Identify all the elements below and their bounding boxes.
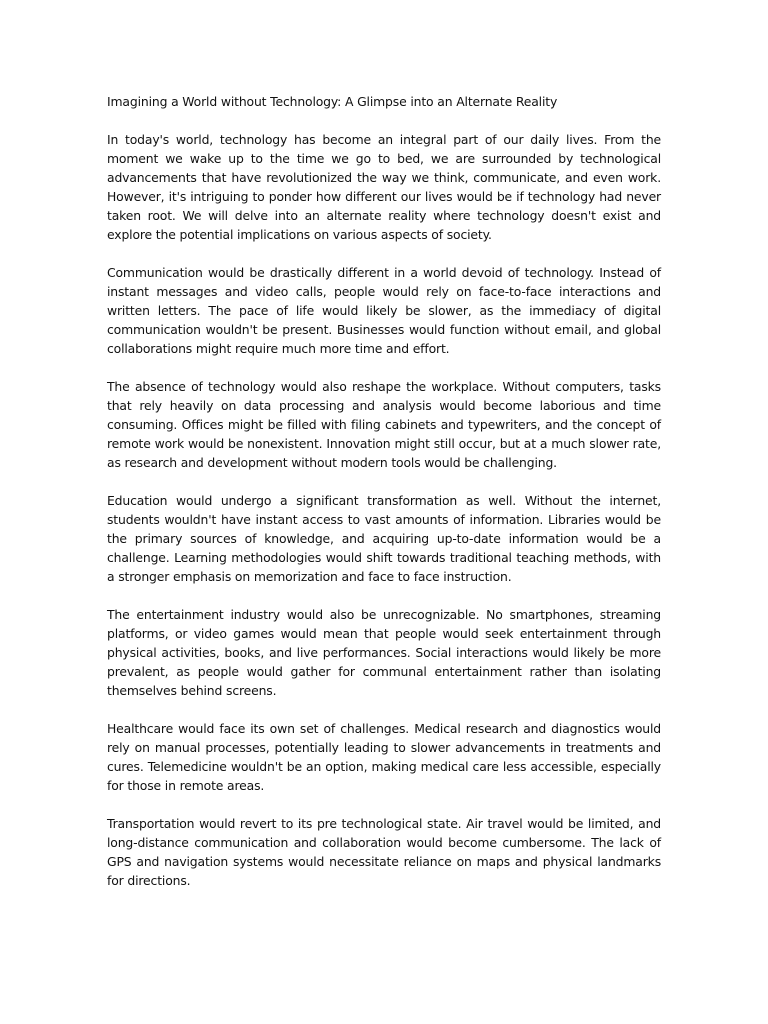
paragraph-communication: Communication would be drastically different in a world devoid of technology. Instead of instant messages and video calls, people would rely on face-to-face interactions and written letters. The pace of life would likely be slower, as the immediacy of digital communication wouldn't be present. Businesses would function without email, and global collaborations might require much more time and effort. — [107, 265, 661, 356]
paragraph-introduction: In today's world, technology has become an integral part of our daily lives. From the moment we wake up to the time we go to bed, we are surrounded by technological advancements that have revolutionized the way we think, communicate, and even work. However, it's intriguing to ponder how different our lives would be if technology had never taken root. We will delve into an alternate reality where technology doesn't exist and explore the potential implications on various aspects of society. — [107, 132, 661, 242]
document-title: Imagining a World without Technology: A Glimpse into an Alternate Reality — [107, 94, 558, 109]
document-page — [107, 92, 661, 909]
paragraph-education: Education would undergo a significant transformation as well. Without the internet, students wouldn't have instant access to vast amounts of information. Libraries would be the primary sources of knowledge, and acquiring up-to-date information would be a challenge. Learning methodologies would shift towards traditional teaching methods, with a stronger emphasis on memorization and face to face instruction. — [107, 493, 661, 584]
paragraph-healthcare: Healthcare would face its own set of challenges. Medical research and diagnostics would rely on manual processes, potentially leading to slower advancements in treatments and cures. Telemedicine wouldn't be an option, making medical care less accessible, especially for those in remote areas. — [107, 721, 661, 793]
paragraph-entertainment: The entertainment industry would also be unrecognizable. No smartphones, streaming platforms, or video games would mean that people would seek entertainment through physical activities, books, and live performances. Social interactions would likely be more prevalent, as people would gather for communal entertainment rather than isolating themselves behind screens. — [107, 607, 661, 698]
paragraph-transportation: Transportation would revert to its pre technological state. Air travel would be limited, and long-distance communication and collaboration would become cumbersome. The lack of GPS and navigation systems would necessitate reliance on maps and physical landmarks for directions. — [107, 816, 661, 888]
paragraph-workplace: The absence of technology would also reshape the workplace. Without computers, tasks that rely heavily on data processing and analysis would become laborious and time consuming. Offices might be filled with filing cabinets and typewriters, and the concept of remote work would be nonexistent. Innovation might still occur, but at a much slower rate, as research and development without modern tools would be challenging. — [107, 379, 661, 470]
